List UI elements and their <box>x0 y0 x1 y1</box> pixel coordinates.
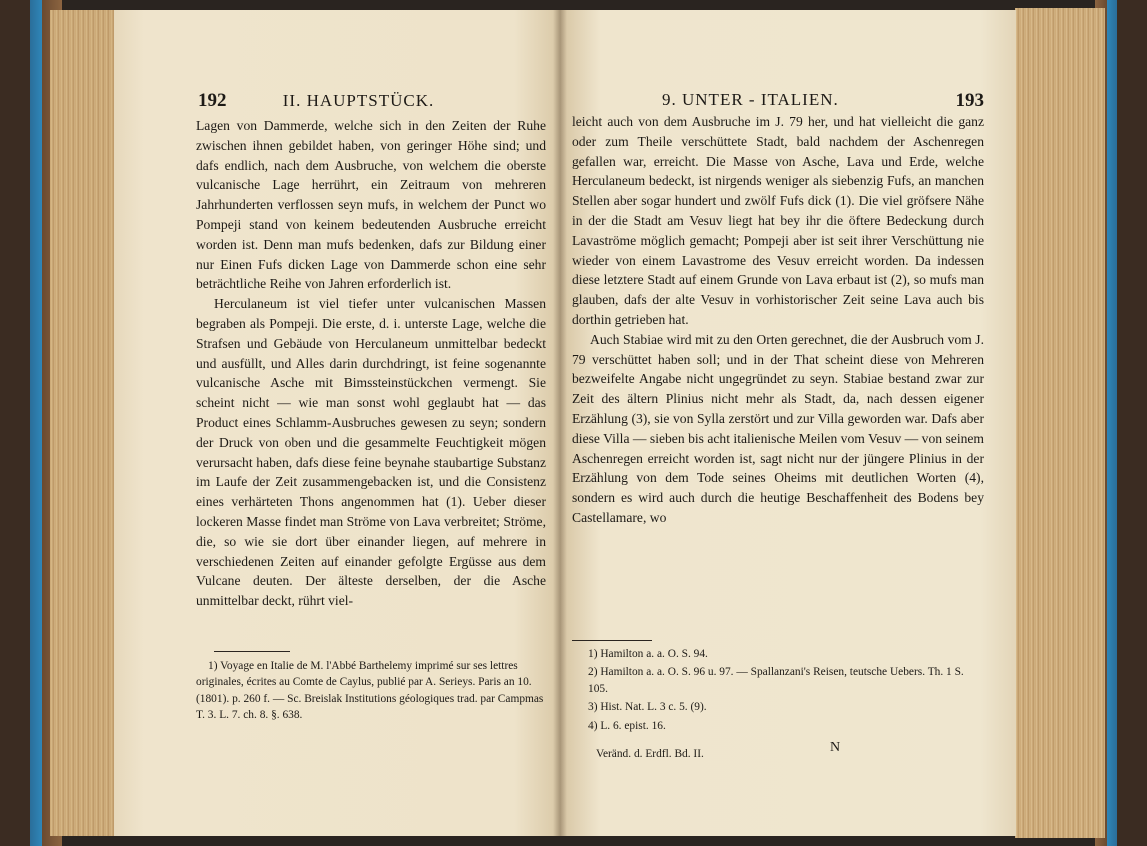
left-body-text <box>196 116 546 611</box>
right-paragraph-1: leicht auch von dem Ausbruche im J. 79 her, und hat vielleicht die ganz oder zum Theile verschüttete Stadt, bald nachdem der Aschenregen gefallen war, erreicht. Die Masse von Asche, Lava und Erde, welche Herculaneum bedeckt, ist nirgends weniger als siebenzig Fufs, an manchen Stellen aber sogar hundert und zwölf Fufs dick (1). Die viel gröfsere Nähe in der die Stadt am Vesuv liegt hat bey ihr die öftere Bedeckung durch Lavaströme möglich gemacht; Pompeji aber ist seit ihrer Verschüttung nie wieder von einem Lavastrome des Vesuv erreicht worden. Da indessen diese letztere Stadt auf einem Grunde von Lava erbaut ist (2), so mufs man glauben, dafs der alte Vesuv in vorhistorischer Zeit seine Lava auch bis dorthin getrieben hat. <box>572 114 984 327</box>
left-page-number: 192 <box>198 90 227 111</box>
left-page-header <box>198 90 434 112</box>
right-body-text <box>572 112 984 528</box>
right-page-number: 193 <box>955 90 984 111</box>
right-footnote-1: 1) Hamilton a. a. O. S. 94. <box>588 648 708 660</box>
left-paragraph-1: Lagen von Dammerde, welche sich in den Zeiten der Ruhe zwischen ihnen gebildet haben, von geringer Höhe sind; und dafs endlich, nach dem Ausbruche, von welchem die oberste vulcanische Lage herrührt, ein Zeitraum von mehreren Jahrhunderten verflossen seyn mufs, in welchem der Punct wo Pompeji stand von keinem bedeutenden Ausbruche erreicht worden ist. Denn man mufs bedenken, dafs zur Bildung einer nur Einen Fufs dicken Lage von Dammerde schon eine sehr beträchtliche Reihe von Jahren erforderlich ist. <box>196 118 546 292</box>
left-footnote-rule <box>214 651 290 652</box>
right-footnote-2: 2) Hamilton a. a. O. S. 96 u. 97. — Spallanzani's Reisen, teutsche Uebers. Th. 1 S. 105. <box>588 666 964 695</box>
right-footnote-4: 4) L. 6. epist. 16. <box>588 719 666 732</box>
page-stack-left <box>50 10 118 836</box>
signature-line: Veränd. d. Erdfl. Bd. II. <box>596 748 704 760</box>
right-paragraph-2: Auch Stabiae wird mit zu den Orten gerechnet, die der Ausbruch vom J. 79 verschüttet haben soll; und in der That scheint diese von Mehreren bezweifelte Angabe nicht ungegründet zu seyn. Stabiae bestand zwar zur Zeit des ältern Plinius nicht mehr als Stadt, da, nach dessen eigener Erzählung (3), sie von Sylla zerstört und zur Villa geworden war. Dafs aber diese Villa — sieben bis acht italienische Meilen vom Vesuv — von seinem Aschenregen erreicht worden ist, sagt nicht nur der jüngere Plinius in der Erzählung von dem Tode seines Oheims mit deutlichen Worten (4), sondern es wird auch durch die heutige Beschaffenheit des Bodens bey Castellamare, wo <box>572 331 984 525</box>
left-paragraph-2: Herculaneum ist viel tiefer unter vulcanischen Massen begraben als Pompeji. Die erste, d. i. unterste Lage, welche die Strafsen und Gebäude von Herculaneum unmittelbar bedeckt und ausfüllt, und Alles darin durchdringt, ist feine sogenannte vulcanische Asche mit Bimssteinstückchen vermengt. Sie scheint nicht — wie man sonst wohl geglaubt hat — das Product eines Schlamm-Ausbruches gewesen zu seyn; sondern der Druck von oben und die gesammelte Feuchtigkeit mögen verursacht haben, dafs diese feine beynahe staubartige Substanz im Laufe der Zeit zusammengebacken ist, und die Consistenz eines verhärteten Thons angenommen hat (1). Ueber dieser lockeren Masse findet man Ströme von Lava verbreitet; Ströme, die, so wie sie dort über einander liegen, auf mehrere in verschiedenen Zeiten auf einander gefolgte Ergüsse aus dem Vulcane deuten. Der älteste derselben, der die Asche unmittelbar deckt, rührt viel- <box>196 296 546 609</box>
right-page <box>560 10 1016 836</box>
right-running-head: 9. UNTER - ITALIEN. <box>662 90 839 109</box>
signature-mark: N <box>830 740 841 755</box>
page-stack-right <box>1015 8 1105 838</box>
left-running-head: II. HAUPTSTÜCK. <box>282 91 435 110</box>
left-footnotes <box>196 658 548 726</box>
right-footnote-rule <box>572 640 652 641</box>
right-footnotes <box>588 646 984 736</box>
right-footnote-3: 3) Hist. Nat. L. 3 c. 5. (9). <box>588 701 707 714</box>
left-footnote-1: 1) Voyage en Italie de M. l'Abbé Barthelemy imprimé sur ses lettres originales, écrites au Comte de Caylus, publié par A. Serieys. Paris an 10. (1801). p. 260 f. — Sc. Breislak Institutions géologiques trad. par Campmas T. 3. L. 7. ch. 8. §. 638. <box>196 660 544 722</box>
right-page-header <box>662 90 984 110</box>
book-gutter <box>553 10 567 836</box>
left-page <box>114 10 560 836</box>
